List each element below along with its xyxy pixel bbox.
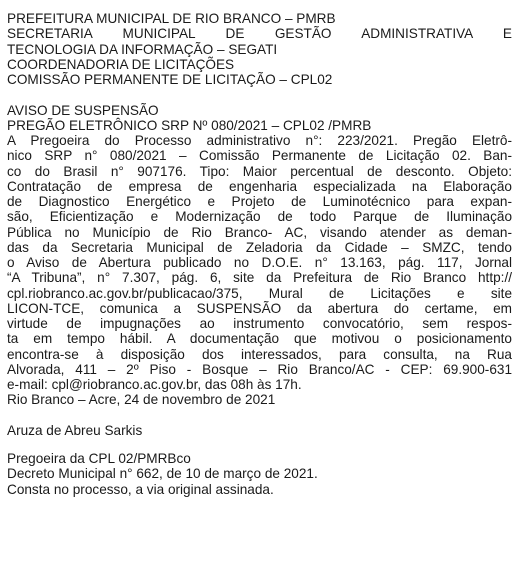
- body-line: das da Secretaria Municipal de Zeladoria da Cidade – SMZC, tendo: [7, 239, 512, 255]
- body-line: “A Tribuna”, n° 7.307, pág. 6, site da Prefeitura de Rio Branco http://: [7, 270, 512, 286]
- signatory-name: Aruza de Abreu Sarkis: [7, 422, 143, 438]
- body-line: são, Eficientização e Modernização de todo Parque de Iluminação: [7, 209, 512, 225]
- notice-subtitle: PREGÃO ELETRÔNICO SRP Nº 080/2021 – CPL02 /PMRB: [7, 117, 372, 133]
- document-page: [7, 11, 512, 497]
- header-line-technology: TECNOLOGIA DA INFORMAÇÃO – SEGATI: [7, 41, 278, 57]
- signature-block: [7, 423, 512, 497]
- header-line-municipality: PREFEITURA MUNICIPAL DE RIO BRANCO – PMRB: [7, 11, 336, 26]
- body-line: cpl.riobranco.ac.gov.br/publicacao/375, Mural de Licitações e site: [7, 285, 512, 301]
- spacer: [7, 438, 512, 451]
- header-line-coordination: COORDENADORIA DE LICITAÇÕES: [7, 56, 235, 72]
- notice-date-line: Rio Branco – Acre, 24 de novembro de 2021: [7, 392, 276, 408]
- notice-block: [7, 103, 512, 408]
- notice-title: AVISO DE SUSPENSÃO: [7, 102, 159, 118]
- body-line: co do Brasil n° 907176. Tipo: Maior percentual de desconto. Objeto:: [7, 163, 512, 179]
- body-line: LICON-TCE, comunica a SUSPENSÃO da abertura do certame, em: [7, 300, 512, 316]
- spacer: [7, 87, 512, 102]
- header-line-commission: COMISSÃO PERMANENTE DE LICITAÇÃO – CPL02: [7, 72, 333, 87]
- body-line: ta em tempo hábil. A documentação que motivou o posicionamento: [7, 331, 512, 347]
- body-line: encontra-se à disposição dos interessados, para consulta, na Rua: [7, 346, 512, 362]
- notice-email-line: e-mail: cpl@riobranco.ac.gov.br, das 08h às 17h.: [7, 377, 302, 392]
- body-line: virtude de impugnações ao instrumento convocatório, sem respos-: [7, 316, 512, 331]
- signatory-decree: Decreto Municipal n° 662, de 10 de março de 2021.: [7, 466, 318, 482]
- spacer: [7, 408, 512, 423]
- header-line-secretariat: SECRETARIA MUNICIPAL DE GESTÃO ADMINISTRATIVA E: [7, 26, 512, 42]
- body-line: Pública no Município de Rio Branco- AC, visando atender as deman-: [7, 224, 512, 240]
- body-line: A Pregoeira do Processo administrativo n°: 223/2021. Pregão Eletrô-: [7, 133, 512, 148]
- signatory-role: Pregoeira da CPL 02/PMRBco: [7, 451, 191, 466]
- body-line: nico SRP n° 080/2021 – Comissão Permanente de Licitação 02. Ban-: [7, 148, 512, 164]
- body-line: Alvorada, 411 – 2º Piso - Bosque – Rio Branco/AC - CEP: 69.900-631: [7, 361, 512, 377]
- signature-note: Consta no processo, a via original assinada.: [7, 481, 274, 497]
- body-line: o Aviso de Abertura publicado no D.O.E. n° 13.163, pág. 117, Jornal: [7, 255, 512, 270]
- body-line: Contratação de empresa de engenharia especializada na Elaboração: [7, 178, 512, 194]
- notice-body: [7, 133, 512, 377]
- body-line: de Diagnostico Energético e Projeto de Luminotécnico para expan-: [7, 194, 512, 209]
- header-block: [7, 11, 512, 87]
